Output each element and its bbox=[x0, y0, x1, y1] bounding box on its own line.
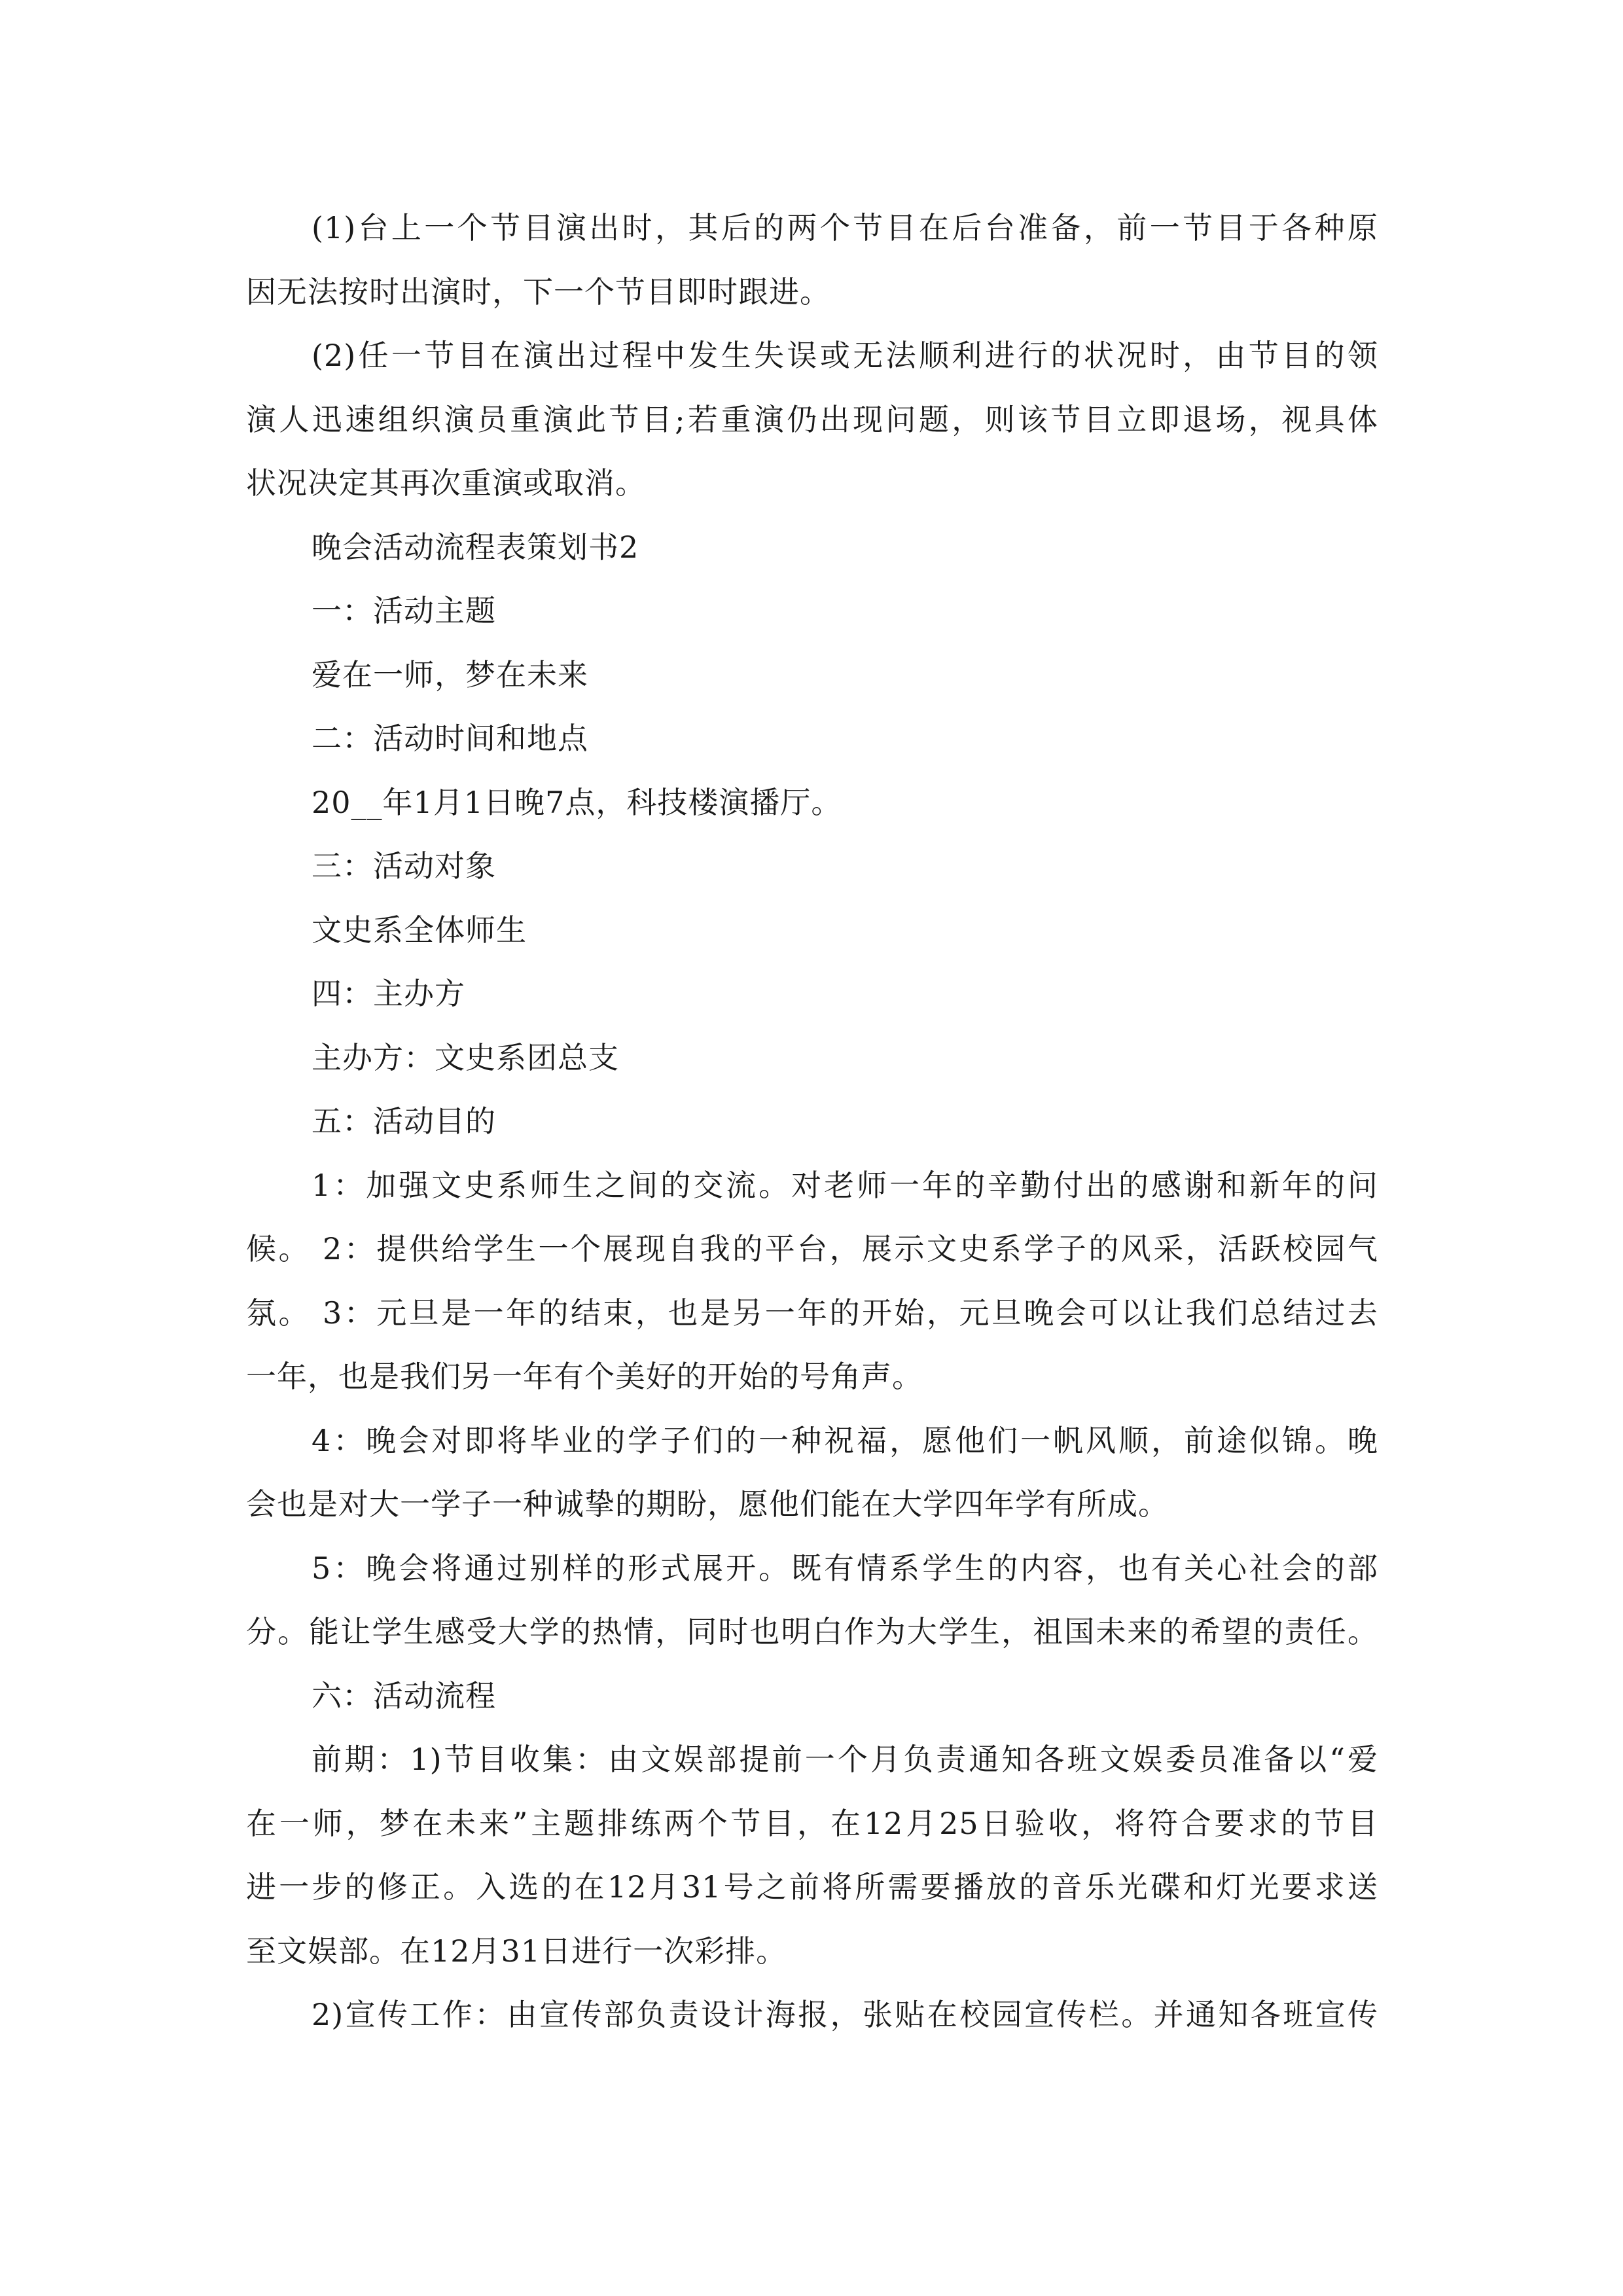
text-line: 至文娱部。在12月31日进行一次彩排。 bbox=[246, 1933, 787, 1969]
text-line: (2)任一节目在演出过程中发生失误或无法顺利进行的状况时，由节目的领 bbox=[312, 338, 1378, 373]
text-line: 文史系全体师生 bbox=[312, 912, 527, 948]
document-page bbox=[246, 196, 1378, 2047]
section-title: 晚会活动流程表策划书2 bbox=[312, 529, 639, 565]
heading-organizer: 四：主办方 bbox=[312, 976, 465, 1011]
text-line: 4：晚会对即将毕业的学子们的一种祝福，愿他们一帆风顺，前途似锦。晚 bbox=[312, 1422, 1378, 1458]
text-line: 会也是对大一学子一种诚挚的期盼，愿他们能在大学四年学有所成。 bbox=[246, 1486, 1169, 1522]
text-line: 候。 2：提供给学生一个展现自我的平台，展示文史系学子的风采，活跃校园气 bbox=[246, 1231, 1378, 1266]
text-line: 1：加强文史系师生之间的交流。对老师一年的辛勤付出的感谢和新年的问 bbox=[312, 1167, 1378, 1203]
heading-audience: 三：活动对象 bbox=[312, 848, 496, 884]
text-line: 5：晚会将通过别样的形式展开。既有情系学生的内容，也有关心社会的部 bbox=[312, 1550, 1378, 1586]
text-line: 前期：1)节目收集：由文娱部提前一个月负责通知各班文娱委员准备以“爱 bbox=[312, 1742, 1378, 1777]
text-line: 进一步的修正。入选的在12月31号之前将所需要播放的音乐光碟和灯光要求送 bbox=[246, 1869, 1378, 1905]
text-line: 因无法按时出演时，下一个节目即时跟进。 bbox=[246, 274, 830, 310]
text-line: 在一师，梦在未来”主题排练两个节目，在12月25日验收，将符合要求的节目 bbox=[246, 1805, 1378, 1841]
text-line: 一年，也是我们另一年有个美好的开始的号角声。 bbox=[246, 1359, 923, 1394]
heading-theme: 一：活动主题 bbox=[312, 593, 496, 628]
text-line: (1)台上一个节目演出时，其后的两个节目在后台准备，前一节目于各种原 bbox=[312, 210, 1378, 245]
heading-purpose: 五：活动目的 bbox=[312, 1103, 496, 1139]
text-line: 2)宣传工作：由宣传部负责设计海报，张贴在校园宣传栏。并通知各班宣传 bbox=[312, 1997, 1378, 2032]
heading-process: 六：活动流程 bbox=[312, 1677, 496, 1713]
text-line: 20__年1月1日晚7点，科技楼演播厅。 bbox=[312, 784, 842, 820]
heading-time-place: 二：活动时间和地点 bbox=[312, 721, 588, 756]
text-line: 爱在一师，梦在未来 bbox=[312, 656, 588, 692]
text-line: 演人迅速组织演员重演此节目;若重演仍出现问题，则该节目立即退场，视具体 bbox=[246, 401, 1378, 437]
text-line: 主办方：文史系团总支 bbox=[312, 1039, 619, 1075]
text-line: 分。能让学生感受大学的热情，同时也明白作为大学生，祖国未来的希望的责任。 bbox=[246, 1614, 1378, 1649]
text-line: 氛。 3：元旦是一年的结束，也是另一年的开始，元旦晚会可以让我们总结过去 bbox=[246, 1295, 1378, 1331]
text-line: 状况决定其再次重演或取消。 bbox=[246, 465, 646, 501]
